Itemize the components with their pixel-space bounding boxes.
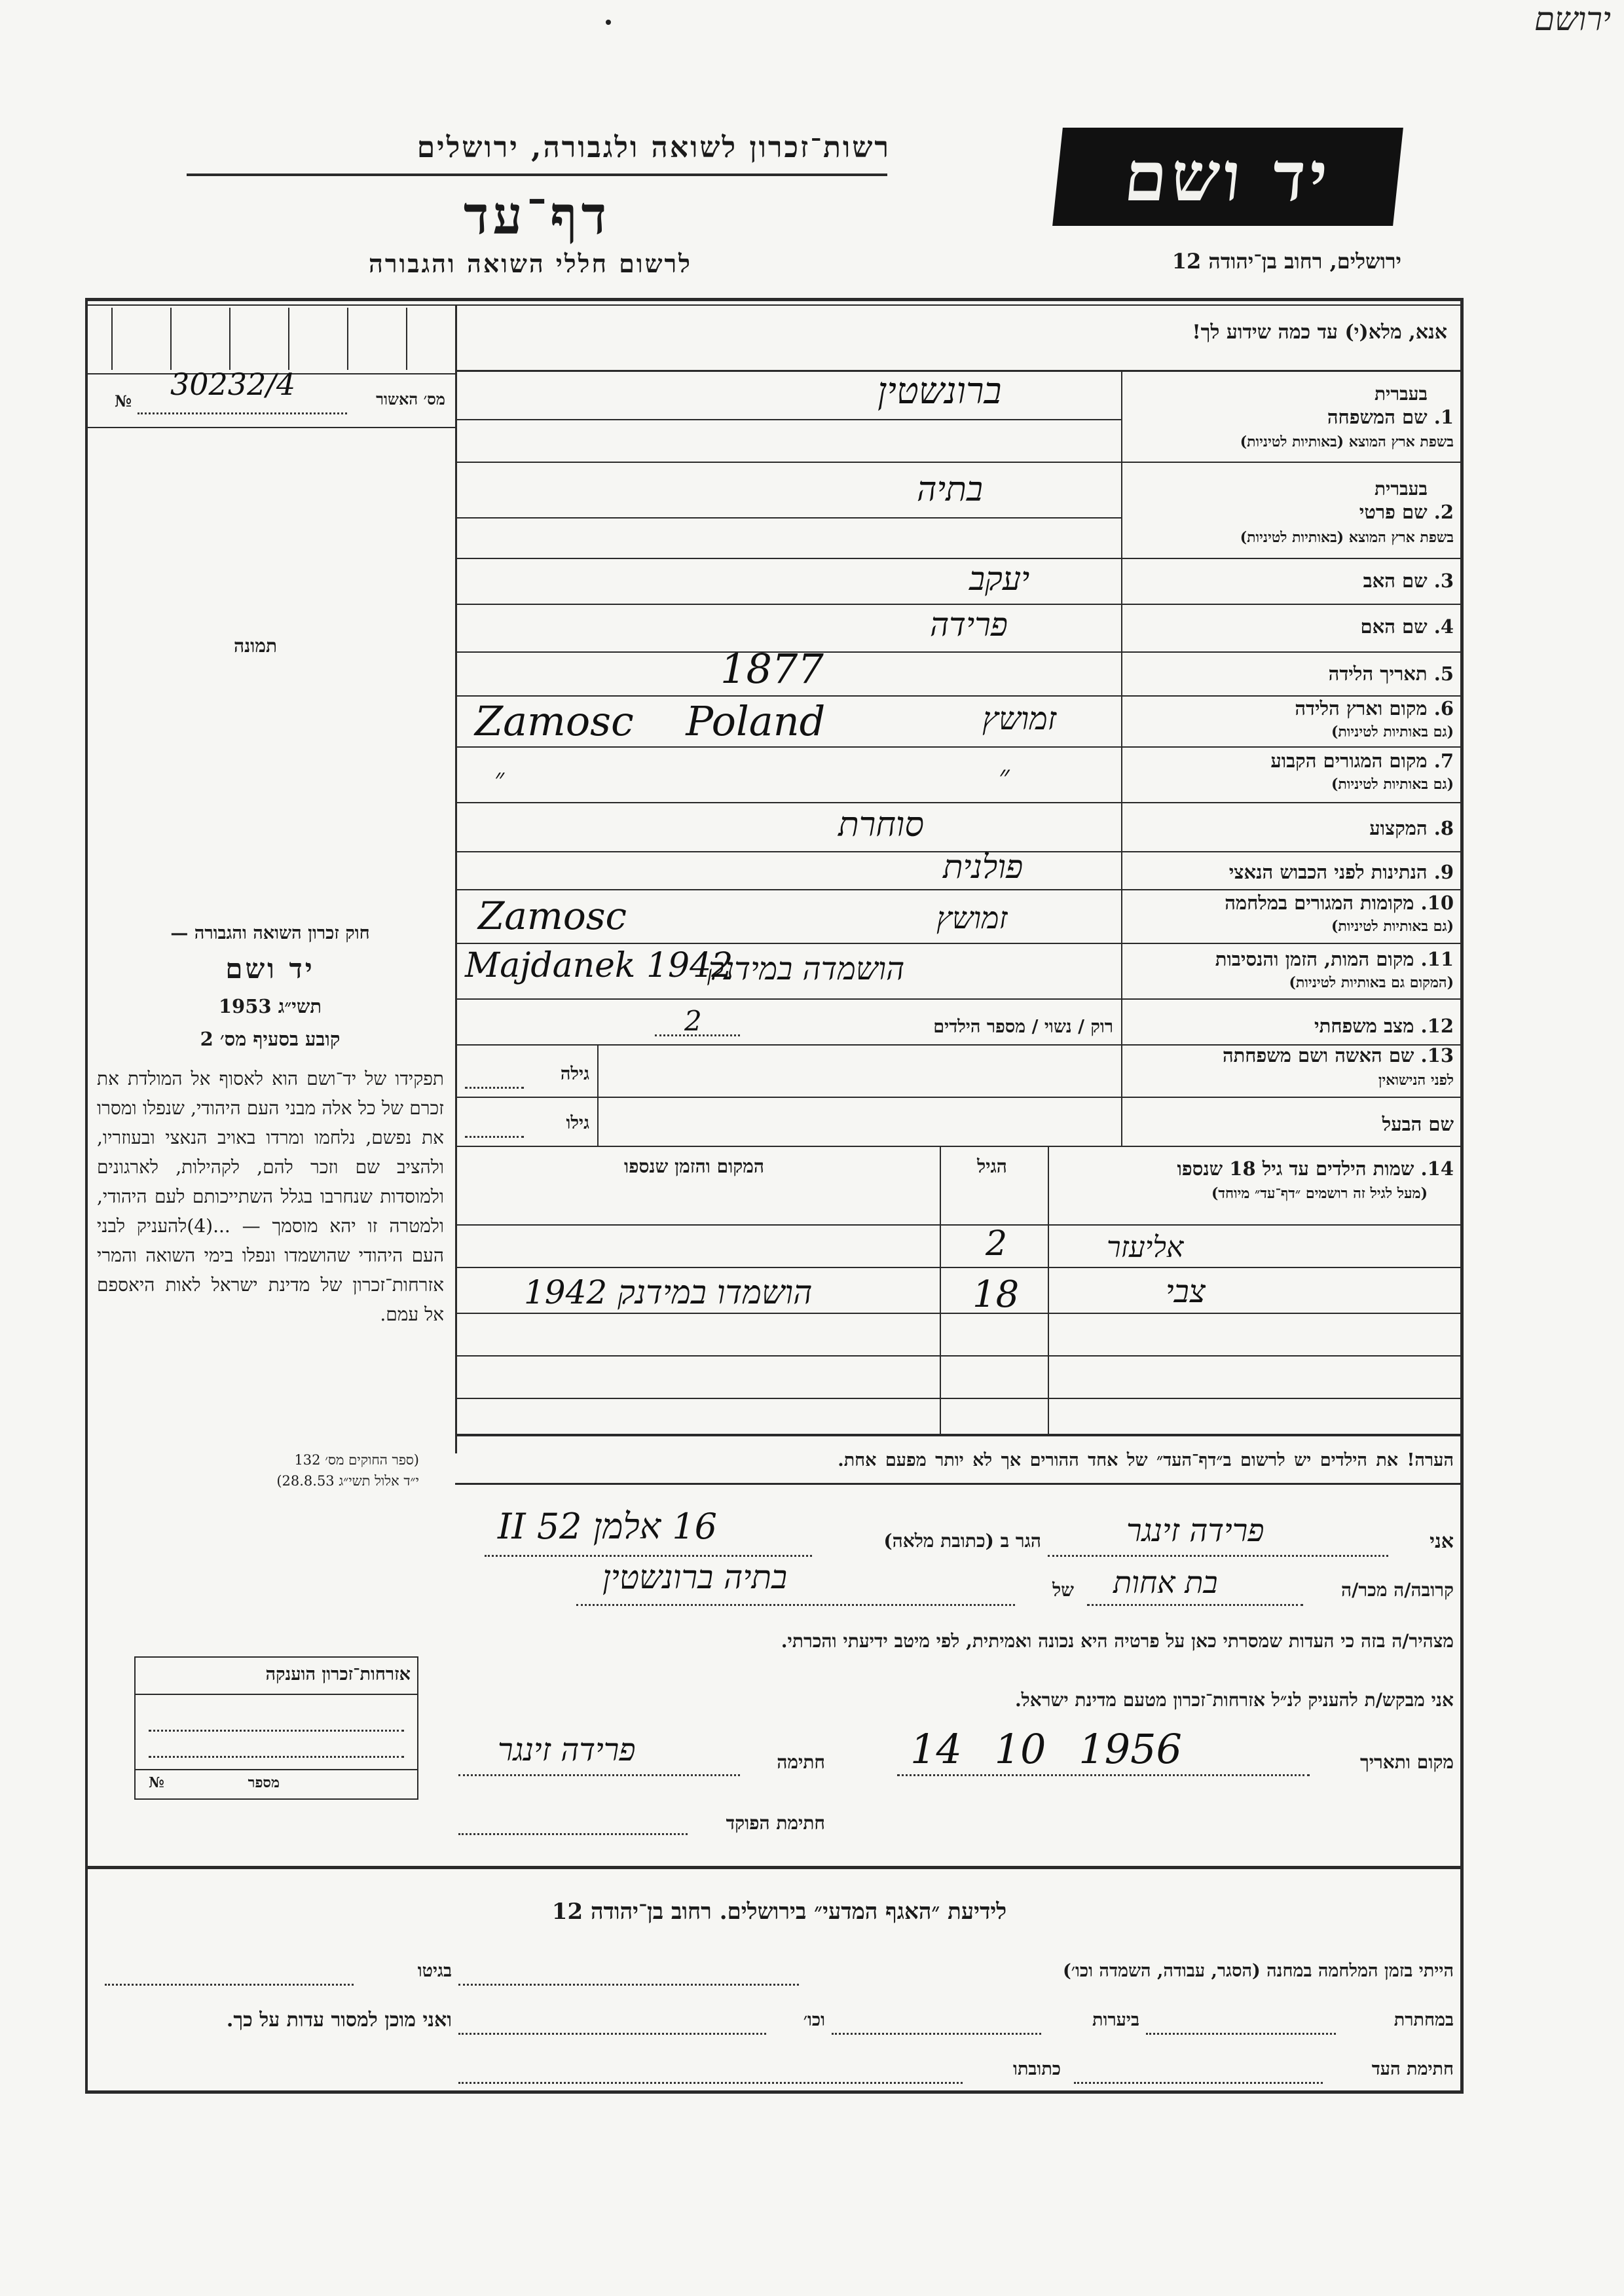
frame-left <box>85 298 88 2092</box>
law-text: תפקידו של יד־ושם הוא לאסוף אל המולדת את זכרם של כל אלה מבני העם היהודי, שנפלו ומסרו את נפשם, נלחמו ומרדו באויב הנאצי ובעוזריו, ולהציב שם וזכר להם, לקהילות, לארגונים ולמוסדות שנחרבו בגלל השתייכותם לעם היהודי, ולמטרה זו יהא מוסמך — ...(4)להעניק לבני העם היהודי שהושמדו ונפלו בימי השואה והמרי אזרחות־זכרון של מדינת ישראל לאות היאספם אל עמם. <box>97 1068 444 1325</box>
f13-husband-age-label: גילו <box>566 1113 589 1133</box>
f12-options: רוק / נשוי / מספר הילדים <box>933 1017 1113 1037</box>
children-row-1-line <box>455 1267 1460 1268</box>
f6-sub: (גם באותיות לטיניות) <box>1331 723 1454 740</box>
f13-divider <box>597 1044 599 1146</box>
f1-line-a <box>455 419 1121 420</box>
speck <box>606 20 611 25</box>
law-ref-2: י״ד אלול תשי״ג 28.8.53) <box>276 1473 419 1489</box>
f12-children: 2 <box>684 1005 702 1037</box>
footer-line2-dots-b <box>832 2033 1041 2035</box>
f6-value-latin: Zamosc Poland <box>475 697 826 745</box>
f8-value: סוחרת <box>838 805 924 845</box>
footer-divider <box>85 1866 1464 1869</box>
child-2-place: הושמדו במידנק 1942 <box>524 1273 813 1311</box>
f13-label: 13. שם האשה ושם משפחתה <box>1222 1044 1454 1066</box>
place-date-value: 14 10 1956 <box>910 1725 1182 1773</box>
f1-hebrew-tag: בעברית <box>1374 383 1428 405</box>
decl-line2-dots-b <box>576 1604 1015 1606</box>
header-address: ירושלים, רחוב בן־יהודה 12 <box>1172 249 1401 274</box>
children-header-age: הגיל <box>977 1156 1007 1177</box>
decl-line2-relation: בת אחות <box>1113 1565 1218 1600</box>
official-signature-label: חתימת הפוקד <box>726 1812 825 1834</box>
f9-value: פולנית <box>943 848 1024 886</box>
footer-line1-end: בגיטו <box>417 1961 452 1981</box>
footer-line1-dots <box>458 1984 799 1986</box>
tick-boxes <box>98 308 439 373</box>
f11-value-latin: Majdanek 1942 <box>465 946 733 985</box>
f2-label: 2. שם פרטי <box>1359 501 1454 523</box>
frame-right <box>1460 298 1464 2092</box>
form-title: דף־עד <box>463 185 611 246</box>
left-col-divider <box>455 304 457 1453</box>
decl-line2-start: קרובה/ה מכר/ה <box>1341 1579 1454 1601</box>
children-header-name: 14. שמות הילדים עד גיל 18 שנספו <box>1177 1157 1454 1180</box>
label-col-divider <box>1121 370 1122 1146</box>
f7-value-b: ״ <box>999 759 1010 793</box>
signature-label: חתימה <box>777 1751 825 1773</box>
f4-value: פרידה <box>930 606 1008 644</box>
note-bottom <box>455 1483 1460 1485</box>
f8-label: 8. המקצוע <box>1369 817 1454 839</box>
children-header-name-sub: (מעל לגיל זה רושמים ״דף־עד״ מיוחד) <box>1211 1185 1428 1202</box>
institution-name: רשות־זכרון לשואה ולגבורה, ירושלים <box>416 131 891 164</box>
f2-line-b <box>455 558 1460 559</box>
form-subtitle: לרשום חללי השואה והגבורה <box>369 249 692 278</box>
citizenship-box-title: אזרחות־זכרון הוענקה <box>265 1664 411 1685</box>
decl-line1-dots-a <box>1048 1555 1388 1557</box>
intro-line: אנא, מלא(י) עד כמה שידוע לך! <box>1192 321 1447 344</box>
frame-top <box>85 298 1460 301</box>
permit-no-mark: № <box>115 392 132 410</box>
footer-line3-dots-b <box>458 2082 963 2084</box>
footer-line2-start: במחתרת <box>1393 2010 1454 2030</box>
law-name: יד ושם <box>225 953 315 985</box>
photo-label: תמונה <box>233 635 278 657</box>
signature-dots <box>458 1774 740 1776</box>
citizenship-box <box>134 1656 418 1800</box>
f1-value: ברונשטין <box>877 370 1002 412</box>
f10-value-hebrew: זמושץ <box>936 900 1008 936</box>
f2-sub: בשפת ארץ המוצא (באותיות לטיניות) <box>1240 529 1454 546</box>
child-1-name: אליעזר <box>1107 1231 1184 1264</box>
frame-top-inner <box>85 304 1460 306</box>
permit-row-bottom <box>85 427 455 428</box>
footer-title: לידיעת ״האגף המדעי״ בירושלים. רחוב בן־יהודה 12 <box>551 1899 1007 1925</box>
permit-number: 30232/4 <box>170 367 296 402</box>
f13-sub: לפני הנישואין <box>1378 1072 1454 1089</box>
f13-line-b <box>455 1146 1460 1147</box>
f5-label: 5. תאריך הלידה <box>1328 663 1454 685</box>
child-2-name: צבי <box>1166 1273 1206 1310</box>
f13-husband-label: שם הבעל <box>1382 1113 1454 1135</box>
law-ref-1: (ספר החוקים מס׳ 132 <box>294 1452 419 1468</box>
children-header-line <box>455 1224 1460 1226</box>
child-1-age: 2 <box>986 1224 1008 1264</box>
footer-line3-start: חתימת העד <box>1371 2059 1454 2079</box>
law-year: תשי״ג 1953 <box>218 995 322 1017</box>
f11-value-hebrew: הושמדה במידנק <box>707 951 905 987</box>
f13-age-dots <box>465 1087 524 1089</box>
children-col-2 <box>940 1146 941 1434</box>
f3-line <box>455 604 1460 605</box>
f3-label: 3. שם האב <box>1363 570 1454 592</box>
citizenship-no-mark: № <box>149 1774 164 1791</box>
citizenship-number-label: מספר <box>248 1774 280 1791</box>
f2-line-a <box>455 517 1121 519</box>
f11-line <box>455 998 1460 1000</box>
footer-line2-end: ואני מוכן למסור עדות על כך. <box>226 2009 452 2032</box>
f5-line <box>455 695 1460 697</box>
children-row-4-line <box>455 1398 1460 1399</box>
f6-label: 6. מקום וארץ הלידה <box>1295 697 1454 720</box>
law-title: חוק זכרון השואה והגבורה — <box>170 923 370 943</box>
permit-dots <box>138 412 347 414</box>
logo-text: יד ושם <box>1120 136 1335 217</box>
decl-line1-address: 16 אלמן II 52 <box>498 1506 718 1547</box>
footer-line2-mid2: וכו׳ <box>803 2010 825 2030</box>
f2-value: בתיה <box>917 470 983 509</box>
f10-value-latin: Zamosc <box>478 894 627 938</box>
f5-value: 1877 <box>720 645 824 693</box>
f3-value: יעקב <box>969 560 1030 598</box>
footer-line2-dots-a <box>1146 2033 1336 2035</box>
decl-line1-name: פרידה זינגר <box>1126 1512 1264 1549</box>
decl-line2-dots-a <box>1087 1604 1303 1606</box>
f10-line <box>455 943 1460 944</box>
f7-sub: (גם באותיות לטיניות) <box>1331 776 1454 793</box>
f7-value-a: ״ <box>494 763 505 793</box>
place-date-label: מקום ותאריך <box>1359 1751 1454 1773</box>
f10-label: 10. מקומות המגורים במלחמה <box>1225 892 1454 914</box>
decl-line3: מצהיר/ה בזה כי העדות שמסרתי כאן על פרטיה היא נכונה ואמיתית, לפי מיטב ידיעתי והכרתי. <box>781 1630 1454 1652</box>
note-text: הערה! את הילדים יש לרשום ב״דף־העד״ של אחד ההורים אך לא יותר מפעם אחת. <box>838 1450 1454 1470</box>
official-signature-dots <box>458 1833 688 1835</box>
f7-line <box>455 802 1460 803</box>
f1-sub: בשפת ארץ המוצא (באותיות לטיניות) <box>1240 433 1454 450</box>
frame-bottom <box>85 2090 1464 2094</box>
f10-sub: (גם באותיות לטיניות) <box>1331 918 1454 935</box>
corner-note: ירושם <box>1534 0 1611 38</box>
footer-line1-dots-b <box>105 1984 354 1986</box>
place-date-dots <box>897 1774 1310 1776</box>
f9-line <box>455 889 1460 890</box>
children-header-place: המקום והזמן שנספו <box>624 1156 764 1177</box>
decl-line1-dots-b <box>485 1555 812 1557</box>
signature-value: פרידה זינגר <box>498 1732 636 1768</box>
law-clause: קובע בסעיף מס׳ 2 <box>200 1028 341 1050</box>
child-2-age: 18 <box>972 1273 1020 1316</box>
f2-hebrew-tag: בעברית <box>1374 478 1428 500</box>
f1-line-b <box>455 462 1460 463</box>
footer-line3-mid: כתובתו <box>1013 2059 1061 2079</box>
institution-underline <box>187 173 887 176</box>
decl-line1-start: אני <box>1430 1530 1454 1553</box>
f13-line <box>455 1097 1460 1098</box>
children-col-1 <box>1048 1146 1049 1434</box>
footer-line1-start: הייתי בזמן המלחמה במחנה (הסגר, עבודה, השמדה וכו׳) <box>1063 1961 1454 1981</box>
f1-label: 1. שם המשפחה <box>1327 406 1454 428</box>
f4-label: 4. שם האם <box>1360 615 1454 638</box>
f6-line <box>455 746 1460 748</box>
f13-age-label: גילה <box>560 1064 589 1084</box>
note-top <box>455 1434 1460 1436</box>
children-row-3-line <box>455 1355 1460 1357</box>
yad-vashem-logo <box>1052 128 1403 226</box>
decl-line2-whom: בתיה ברונשטין <box>602 1558 788 1596</box>
decl-line2-of: של <box>1052 1579 1074 1601</box>
f4-line <box>455 651 1460 653</box>
decl-line4: אני מבקש/ת להעניק לנ״ל אזרחות־זכרון מטעם מדינת ישראל. <box>1014 1689 1454 1711</box>
f9-label: 9. הנתינות לפני הכבוש הנאצי <box>1228 861 1454 883</box>
footer-line3-dots-a <box>1074 2082 1323 2084</box>
f11-sub: (המקום גם באותיות לטיניות) <box>1289 974 1454 991</box>
permit-label: מס׳ האשור <box>376 390 445 409</box>
f12-label: 12. מצב משפחתי <box>1314 1015 1454 1037</box>
f6-value-hebrew: זמושץ <box>982 701 1057 737</box>
f11-label: 11. מקום המות, הזמן והנסיבות <box>1215 948 1454 970</box>
decl-line1-mid: הגר ב (כתובת מלאה) <box>883 1530 1041 1552</box>
footer-line2-dots-c <box>458 2033 766 2035</box>
footer-line2-mid1: ביערות <box>1092 2010 1139 2030</box>
f7-label: 7. מקום המגורים הקבוע <box>1270 750 1454 772</box>
f13-husband-age-dots <box>465 1136 524 1138</box>
children-row-2-line <box>455 1313 1460 1314</box>
